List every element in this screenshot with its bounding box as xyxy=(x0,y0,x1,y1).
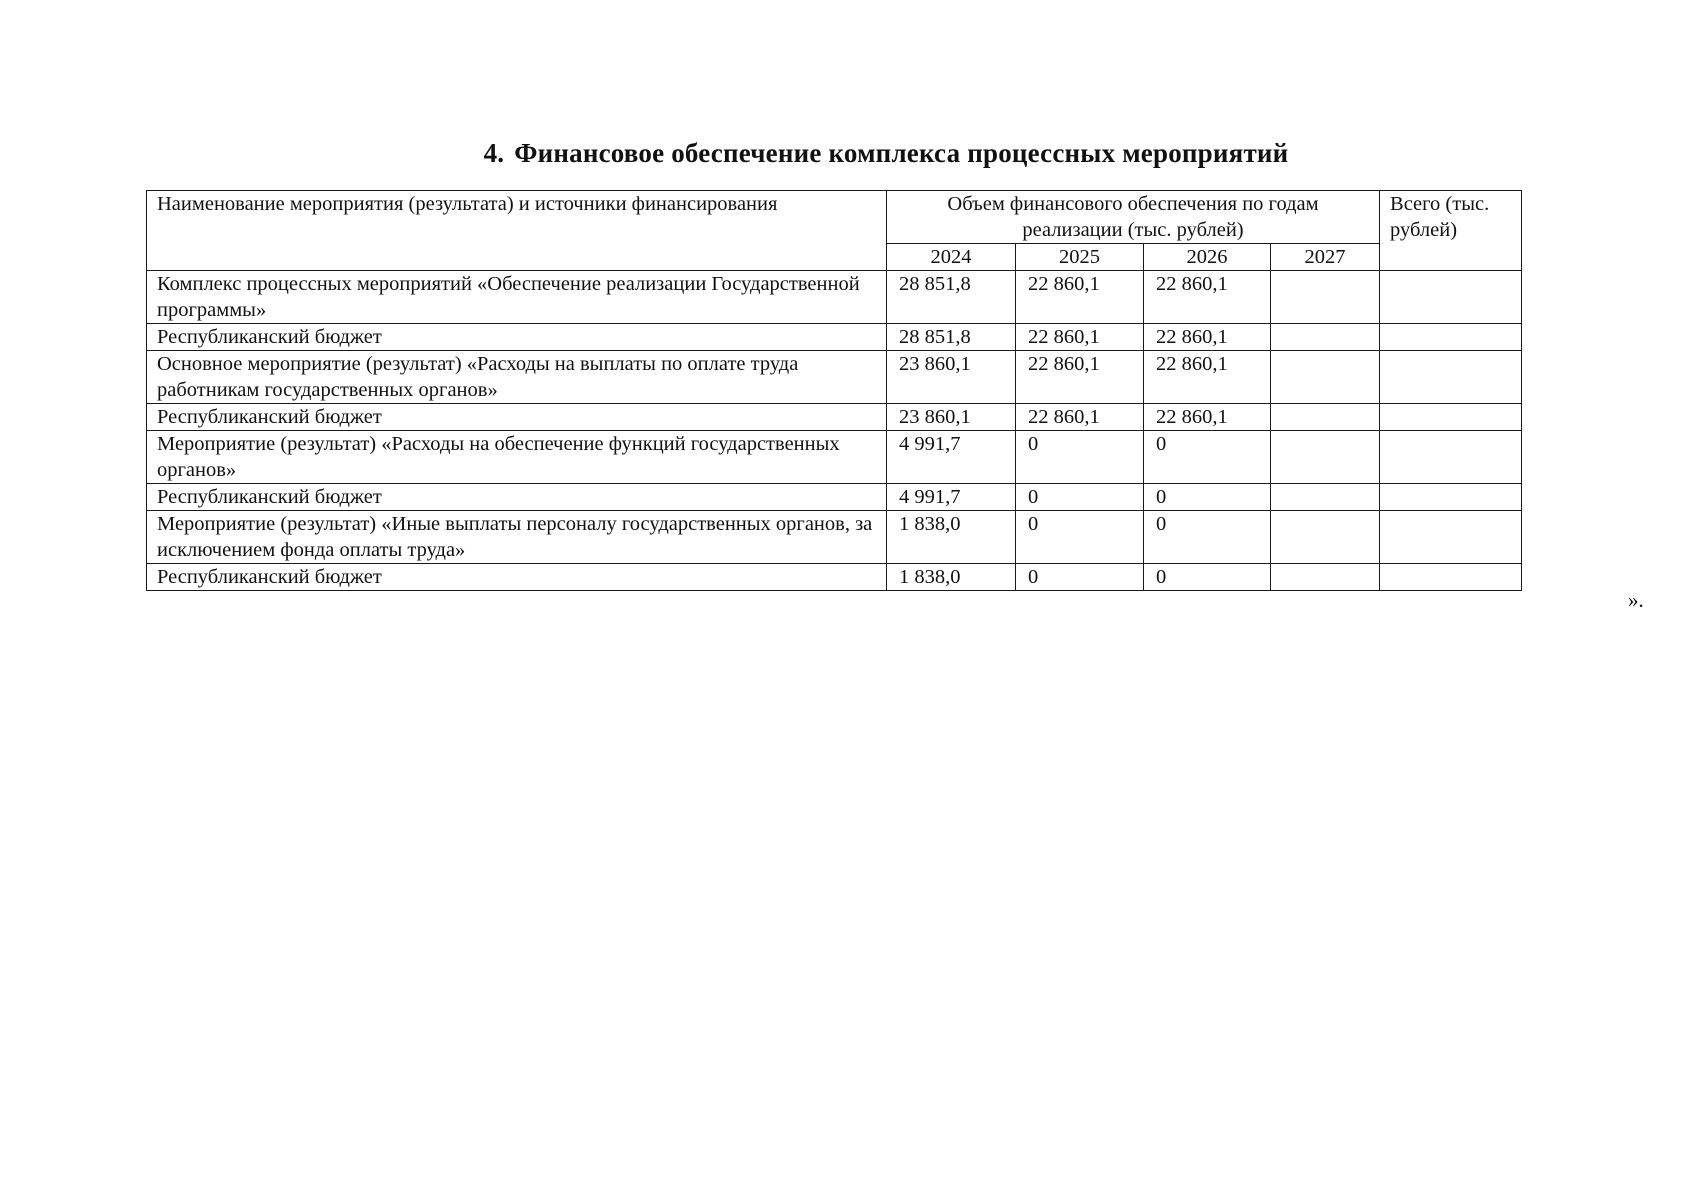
header-name: Наименование мероприятия (результата) и источники финансирования xyxy=(147,191,887,271)
table-row xyxy=(147,324,1522,351)
table-row xyxy=(147,271,1522,324)
cell-2025: 22 860,1 xyxy=(1016,404,1144,431)
cell-total xyxy=(1380,564,1522,591)
cell-2027 xyxy=(1271,511,1380,564)
cell-2025: 0 xyxy=(1016,511,1144,564)
cell-2024: 23 860,1 xyxy=(887,404,1016,431)
cell-2027 xyxy=(1271,564,1380,591)
cell-2024: 28 851,8 xyxy=(887,324,1016,351)
table-row xyxy=(147,431,1522,484)
header-total: Всего (тыс. рублей) xyxy=(1380,191,1522,271)
section-number: 4. xyxy=(483,138,505,168)
closing-quote-mark: ». xyxy=(1628,588,1644,612)
cell-2027 xyxy=(1271,271,1380,324)
cell-2027 xyxy=(1271,351,1380,404)
cell-2027 xyxy=(1271,324,1380,351)
cell-2025: 22 860,1 xyxy=(1016,324,1144,351)
table-row xyxy=(147,351,1522,404)
row-name: Мероприятие (результат) «Иные выплаты персоналу государственных органов, за исключением фонда оплаты труда» xyxy=(147,511,887,564)
cell-2026: 0 xyxy=(1144,484,1271,511)
cell-2026: 22 860,1 xyxy=(1144,404,1271,431)
cell-2024: 23 860,1 xyxy=(887,351,1016,404)
row-name: Основное мероприятие (результат) «Расходы на выплаты по оплате труда работникам государственных органов» xyxy=(147,351,887,404)
cell-total xyxy=(1380,324,1522,351)
table-row xyxy=(147,511,1522,564)
cell-2025: 0 xyxy=(1016,484,1144,511)
cell-total xyxy=(1380,271,1522,324)
table-row xyxy=(147,484,1522,511)
cell-2027 xyxy=(1271,404,1380,431)
header-volume: Объем финансового обеспечения по годам реализации (тыс. рублей) xyxy=(887,191,1380,244)
row-name: Республиканский бюджет xyxy=(147,484,887,511)
cell-2026: 0 xyxy=(1144,564,1271,591)
cell-2024: 4 991,7 xyxy=(887,484,1016,511)
section-title-text: Финансовое обеспечение комплекса процессных мероприятий xyxy=(514,138,1289,168)
row-name: Республиканский бюджет xyxy=(147,564,887,591)
cell-2025: 22 860,1 xyxy=(1016,271,1144,324)
row-name: Республиканский бюджет xyxy=(147,324,887,351)
table-row xyxy=(147,404,1522,431)
cell-2024: 1 838,0 xyxy=(887,564,1016,591)
section-title xyxy=(0,138,1698,169)
row-name: Мероприятие (результат) «Расходы на обеспечение функций государственных органов» xyxy=(147,431,887,484)
cell-total xyxy=(1380,511,1522,564)
header-year-2026: 2026 xyxy=(1144,244,1271,271)
cell-2026: 22 860,1 xyxy=(1144,271,1271,324)
cell-total xyxy=(1380,484,1522,511)
cell-2027 xyxy=(1271,431,1380,484)
cell-2024: 28 851,8 xyxy=(887,271,1016,324)
cell-2026: 22 860,1 xyxy=(1144,324,1271,351)
cell-2026: 22 860,1 xyxy=(1144,351,1271,404)
cell-2025: 0 xyxy=(1016,564,1144,591)
cell-2027 xyxy=(1271,484,1380,511)
header-year-2024: 2024 xyxy=(887,244,1016,271)
cell-2026: 0 xyxy=(1144,511,1271,564)
cell-total xyxy=(1380,351,1522,404)
financing-table xyxy=(146,190,1522,591)
row-name: Комплекс процессных мероприятий «Обеспечение реализации Государственной программы» xyxy=(147,271,887,324)
cell-2024: 1 838,0 xyxy=(887,511,1016,564)
cell-total xyxy=(1380,431,1522,484)
cell-2025: 0 xyxy=(1016,431,1144,484)
header-year-2027: 2027 xyxy=(1271,244,1380,271)
table-row xyxy=(147,564,1522,591)
header-year-2025: 2025 xyxy=(1016,244,1144,271)
row-name: Республиканский бюджет xyxy=(147,404,887,431)
cell-2026: 0 xyxy=(1144,431,1271,484)
cell-2025: 22 860,1 xyxy=(1016,351,1144,404)
cell-total xyxy=(1380,404,1522,431)
cell-2024: 4 991,7 xyxy=(887,431,1016,484)
